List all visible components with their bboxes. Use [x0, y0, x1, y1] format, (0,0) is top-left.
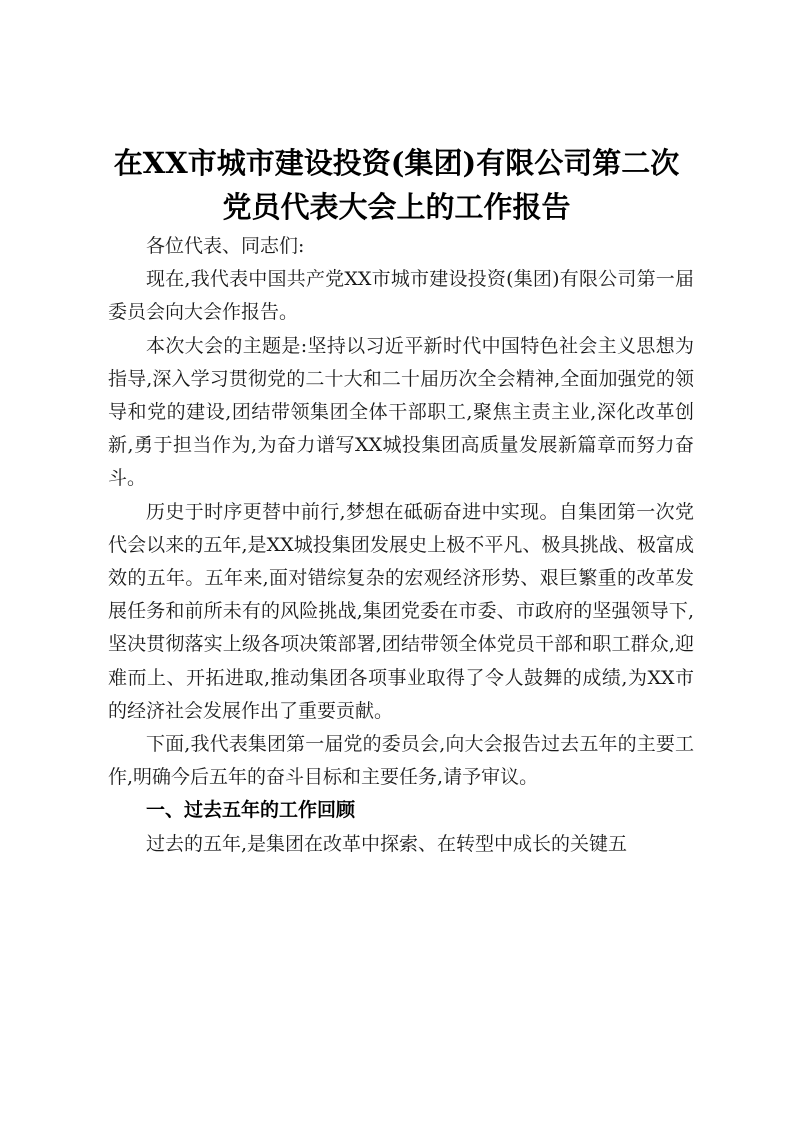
paragraph-history: 历史于时序更替中前行,梦想在砥砺奋进中实现。自集团第一次党代会以来的五年,是XX城投集团发展史上极不平凡、极具挑战、极富成效的五年。五年来,面对错综复杂的宏观经济形势、艰巨繁重的改革发展任务和前所未有的风险挑战,集团党委在市委、市政府的坚强领导下,坚决贯彻落实上级各项决策部署,团结带领全体党员干部和职工群众,迎难而上、开拓进取,推动集团各项事业取得了令人鼓舞的成绩,为XX市的经济社会发展作出了重要贡献。 — [108, 500, 694, 722]
paragraph-theme: 本次大会的主题是:坚持以习近平新时代中国特色社会主义思想为指导,深入学习贯彻党的二十大和二十届历次全会精神,全面加强党的领导和党的建设,团结带领集团全体干部职工,聚焦主责主业,深化改革创新,勇于担当作为,为奋力谱写XX城投集团高质量发展新篇章而努力奋斗。 — [108, 334, 694, 490]
salutation: 各位代表、同志们: — [146, 235, 305, 257]
paragraph-outline: 下面,我代表集团第一届党的委员会,向大会报告过去五年的主要工作,明确今后五年的奋斗目标和主要任务,请予审议。 — [108, 733, 694, 789]
paragraph-review-start: 过去的五年,是集团在改革中探索、在转型中成长的关键五 — [146, 832, 628, 855]
section-heading: 一、过去五年的工作回顾 — [146, 799, 356, 822]
report-body — [108, 230, 694, 861]
report-title-line-1: 在XX市城市建设投资(集团)有限公司第二次 — [113, 146, 680, 180]
paragraph-intro: 现在,我代表中国共产党XX市城市建设投资(集团)有限公司第一届委员会向大会作报告。 — [108, 268, 694, 324]
report-title-line-2: 党员代表大会上的工作报告 — [222, 190, 571, 224]
